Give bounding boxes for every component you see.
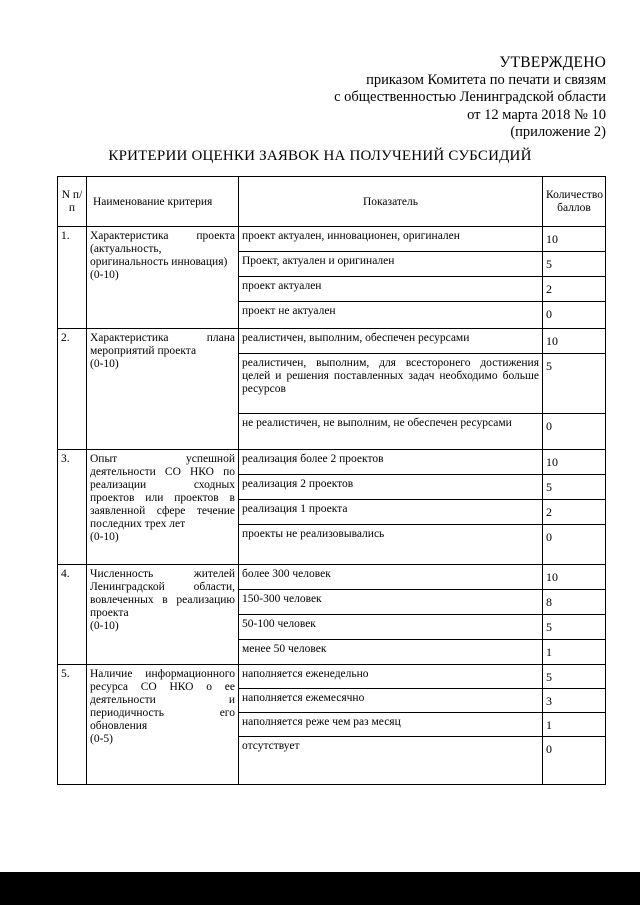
score-cell: 5 [543, 354, 606, 414]
indicator-cell: реализация более 2 проектов [239, 450, 543, 475]
table-row [58, 565, 606, 590]
criterion-number: 3. [58, 450, 87, 565]
score-cell: 3 [543, 689, 606, 713]
table-row [58, 227, 606, 252]
indicator-cell: проект актуален, инновационен, оригинален [239, 227, 543, 252]
indicator-cell: отсутствует [239, 737, 543, 785]
indicator-cell: более 300 человек [239, 565, 543, 590]
criterion-name: Опыт успешной деятельности СО НКО по реализации сходных проектов или проектов в заявленной сфере течение последних трех лет [90, 453, 235, 530]
criterion-number: 2. [58, 329, 87, 450]
criterion-range: (0-10) [90, 531, 119, 543]
criterion-name: Характеристика плана мероприятий проекта [90, 332, 235, 357]
score-cell: 10 [543, 227, 606, 252]
approval-heading: УТВЕРЖДЕНО [499, 54, 606, 71]
header-score: Количество баллов [543, 177, 606, 227]
approval-date-line: от 12 марта 2018 № 10 [467, 106, 606, 123]
indicator-cell: реализация 1 проекта [239, 500, 543, 525]
score-cell: 5 [543, 475, 606, 500]
criterion-number: 4. [58, 565, 87, 665]
score-cell: 10 [543, 565, 606, 590]
indicator-cell: Проект, актуален и оригинален [239, 252, 543, 277]
indicator-cell: проекты не реализовывались [239, 525, 543, 565]
score-cell: 5 [543, 615, 606, 640]
indicator-cell: наполняется ежемесячно [239, 689, 543, 713]
score-cell: 1 [543, 640, 606, 665]
score-cell: 8 [543, 590, 606, 615]
score-cell: 2 [543, 500, 606, 525]
approval-order-line: приказом Комитета по печати и связям [366, 71, 606, 88]
criterion-name: Характеристика проекта (актуальность, оригинальность инновация) [90, 230, 235, 268]
criterion-range: (0-5) [90, 733, 113, 745]
score-cell: 5 [543, 665, 606, 689]
table-row [58, 329, 606, 354]
criterion-name-cell [87, 450, 239, 565]
approval-block [334, 54, 606, 142]
header-criterion-name: Наименование критерия [87, 177, 239, 227]
indicator-cell: не реалистичен, не выполним, не обеспечен ресурсами [239, 414, 543, 450]
criterion-range: (0-10) [90, 269, 119, 281]
approval-appendix-line: (приложение 2) [510, 124, 606, 140]
score-cell: 10 [543, 329, 606, 354]
document-title: КРИТЕРИИ ОЦЕНКИ ЗАЯВОК НА ПОЛУЧЕНИЙ СУБСИДИЙ [108, 148, 532, 164]
indicator-cell: 150-300 человек [239, 590, 543, 615]
criteria-table [57, 176, 606, 785]
criterion-number: 5. [58, 665, 87, 785]
header-indicator: Показатель [239, 177, 543, 227]
criterion-name-cell [87, 329, 239, 450]
criterion-name: Численность жителей Ленинградской области, вовлеченных в реализацию проекта [90, 568, 235, 619]
criterion-range: (0-10) [90, 620, 119, 632]
score-cell: 0 [543, 525, 606, 565]
indicator-cell: реалистичен, выполним, для всесторонего достижения целей и решения поставленных задач необходимо больше ресурсов [239, 354, 543, 414]
criterion-name-cell [87, 565, 239, 665]
indicator-cell: проект актуален [239, 277, 543, 302]
score-cell: 1 [543, 713, 606, 737]
criterion-name-cell [87, 665, 239, 785]
score-cell: 2 [543, 277, 606, 302]
table-row [58, 450, 606, 475]
criterion-range: (0-10) [90, 358, 119, 370]
score-cell: 5 [543, 252, 606, 277]
criterion-name-cell [87, 227, 239, 329]
indicator-cell: реалистичен, выполним, обеспечен ресурсами [239, 329, 543, 354]
score-cell: 0 [543, 302, 606, 329]
approval-committee-line: с общественностью Ленинградской области [334, 89, 606, 105]
header-num: N п/п [58, 177, 87, 227]
score-cell: 0 [543, 414, 606, 450]
score-cell: 0 [543, 737, 606, 785]
criterion-number: 1. [58, 227, 87, 329]
indicator-cell: наполняется еженедельно [239, 665, 543, 689]
score-cell: 10 [543, 450, 606, 475]
indicator-cell: менее 50 человек [239, 640, 543, 665]
indicator-cell: 50-100 человек [239, 615, 543, 640]
criterion-name: Наличие информационного ресурса СО НКО о ее деятельности и периодичность его обновления [90, 668, 235, 732]
indicator-cell: реализация 2 проектов [239, 475, 543, 500]
criteria-body [58, 227, 606, 785]
scan-footer-band [0, 872, 640, 905]
table-row [58, 665, 606, 689]
indicator-cell: наполняется реже чем раз месяц [239, 713, 543, 737]
indicator-cell: проект не актуален [239, 302, 543, 329]
